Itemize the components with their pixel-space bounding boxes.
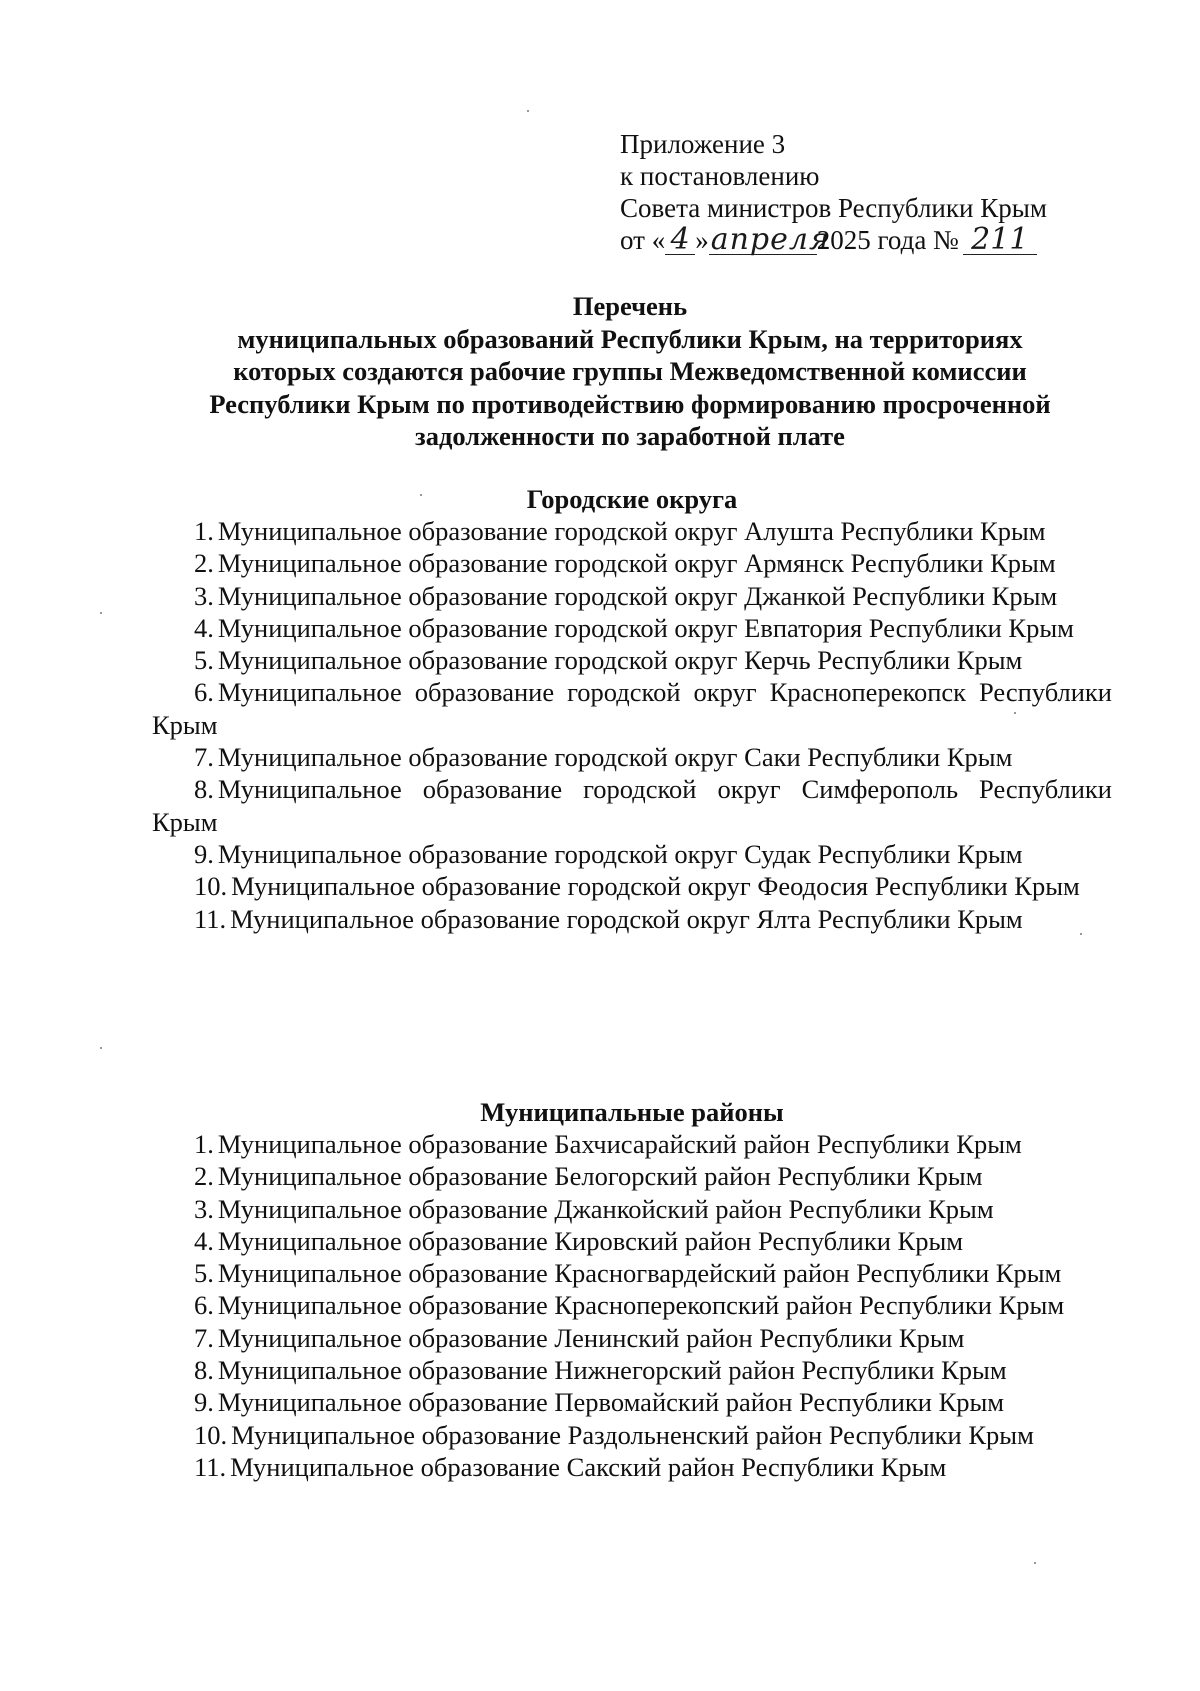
- scan-speck: [1014, 712, 1016, 714]
- scan-speck: [527, 110, 529, 112]
- list-item: 9. Муниципальное образование Первомайский район Республики Крым: [194, 1387, 1005, 1418]
- list-item: 1. Муниципальное образование городской округ Алушта Республики Крым: [194, 516, 1046, 546]
- handwritten-day: 4: [665, 226, 695, 255]
- appendix-resolution: к постановлению: [620, 161, 820, 191]
- list-item: 3. Муниципальное образование городской округ Джанкой Республики Крым: [194, 580, 1058, 611]
- list-item: 8. Муниципальное образование Нижнегорский район Республики Крым: [194, 1355, 1007, 1386]
- list-item: 6. Муниципальное образование городской округ Красноперекопск Республики Крым: [152, 677, 1112, 740]
- title-heading: Перечень: [572, 291, 688, 321]
- date-year: 2025 года №: [816, 225, 959, 255]
- list-item: 7. Муниципальное образование Ленинский район Республики Крым: [194, 1322, 965, 1353]
- scan-speck: [420, 494, 422, 496]
- list-item: 5. Муниципальное образование Красногвардейский район Республики Крым: [194, 1258, 1062, 1289]
- section-urban-districts: [152, 483, 1112, 935]
- list-item: 2. Муниципальное образование городской округ Армянск Республики Крым: [194, 548, 1056, 579]
- appendix-date-line: [620, 224, 1047, 256]
- date-mid: »: [695, 225, 709, 255]
- handwritten-month: апреля: [710, 222, 830, 257]
- appendix-block: [620, 128, 1047, 256]
- list-item: 4. Муниципальное образование городской округ Евпатория Республики Крым: [194, 612, 1074, 643]
- list-item: 6. Муниципальное образование Красноперекопский район Республики Крым: [194, 1290, 1065, 1321]
- list-item: 11. Муниципальное образование Сакский район Республики Крым: [194, 1451, 947, 1482]
- section-heading: Муниципальные районы: [480, 1097, 784, 1127]
- scan-speck: [100, 612, 102, 614]
- list-item: 5. Муниципальное образование городской округ Керчь Республики Крым: [194, 645, 1023, 676]
- title-subtitle: муниципальных образований Республики Крым, на территориях которых создаются рабочие группы Межведомственной комиссии Республики Крым по противодействию формированию просроченной задолженности по заработной плате: [209, 323, 1051, 451]
- list-item: 7. Муниципальное образование городской округ Саки Республики Крым: [194, 742, 1013, 773]
- list-item: 9. Муниципальное образование городской округ Судак Республики Крым: [194, 838, 1023, 869]
- section-municipal-districts: [152, 1096, 1112, 1483]
- list-item: 8. Муниципальное образование городской округ Симферополь Республики Крым: [152, 774, 1112, 837]
- scan-speck: [1034, 1562, 1036, 1564]
- document-title: [190, 290, 1070, 453]
- list-item: 3. Муниципальное образование Джанкойский район Республики Крым: [194, 1193, 994, 1224]
- section-heading: Городские округа: [526, 484, 738, 514]
- list-item: 4. Муниципальное образование Кировский район Республики Крым: [194, 1225, 964, 1256]
- list-item: 2. Муниципальное образование Белогорский район Республики Крым: [194, 1161, 983, 1192]
- appendix-label: Приложение 3: [620, 129, 786, 159]
- scan-speck: [1080, 933, 1082, 935]
- list-item: 10. Муниципальное образование городской округ Феодосия Республики Крым: [194, 871, 1080, 902]
- date-prefix: от «: [620, 225, 666, 255]
- handwritten-doc-number: 211: [963, 226, 1037, 255]
- list-item: 11. Муниципальное образование городской округ Ялта Республики Крым: [194, 903, 1023, 934]
- appendix-issuer: Совета министров Республики Крым: [620, 193, 1047, 223]
- scan-speck: [100, 1047, 102, 1049]
- list-item: 1. Муниципальное образование Бахчисарайский район Республики Крым: [194, 1129, 1022, 1159]
- list-item: 10. Муниципальное образование Раздольненский район Республики Крым: [194, 1419, 1034, 1450]
